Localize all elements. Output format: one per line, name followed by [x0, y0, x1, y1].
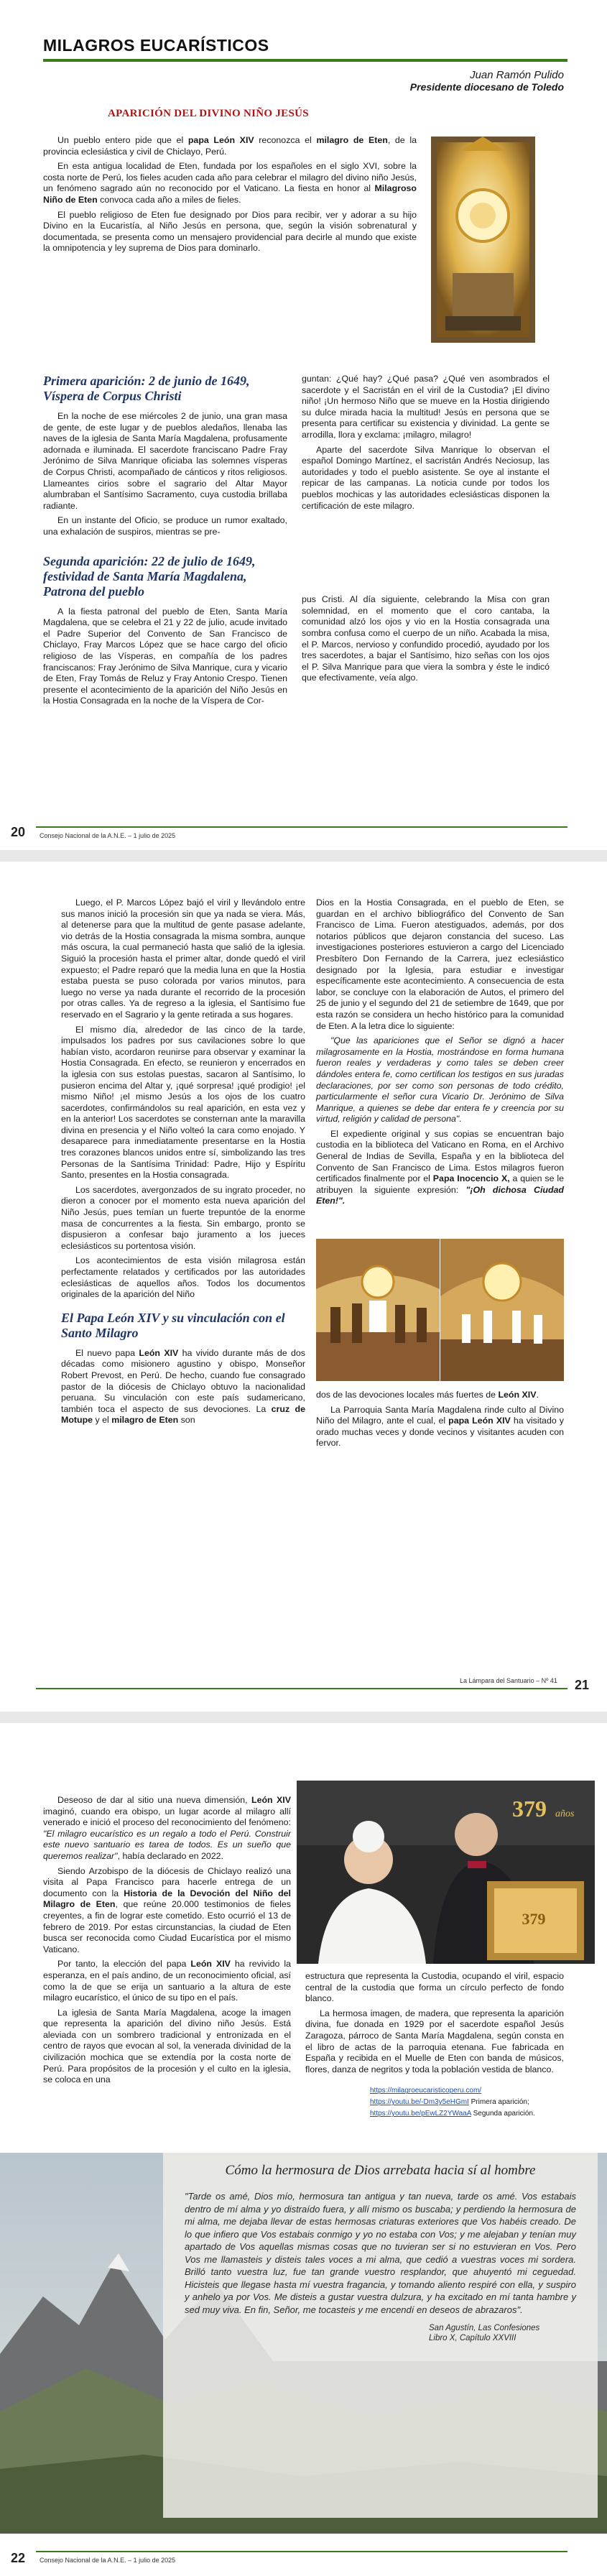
p2-paragraph-3: Los sacerdotes, avergonzados de su ingrato proceder, no dieron a conocer por el momento esta nueva aparición del Niño Jesús, pues temían un fuerte trepuntóe de la enorme masa de concurrentes a la fiesta. Sin embargo, pronto se dispusieron a confesar bajo juramento a los jueces eclesiásticos su portentosa visión.: [61, 1184, 305, 1251]
left-column-1: [43, 374, 287, 711]
links-block: https://milagroeucaristicoperu.com/ https://youtu.be/-Dm3y5eHGmI Primera aparición; https://youtu.be/pEwLZ2YWaaA Segunda aparición.: [370, 2087, 535, 2118]
segunda-continuation: pus Cristi. Al día siguiente, celebrando la Misa con gran solemnidad, en el momento que el coro cantaba, la comunidad alzó los ojos y vio en la Hostia consagrada una sombra confusa como el cuerpo de un niño. Acabada la misa, el P. Marcos, nervioso y confundido procedió, ayudado por los tres sacerdotes, a bajar el Santísimo, hizo señas con los ojos el P. Silva Manrique para que viera la sombra y éste le indicó que efectivamente, veía algo.: [302, 594, 550, 683]
intro-paragraph-1: Un pueblo entero pide que el papa León XIV reconozca el milagro de Eten, de la provincia eclesiástica y civil de Chiclayo, Perú.: [43, 135, 417, 157]
page-21: [0, 862, 607, 1712]
quote-panel: [163, 2153, 598, 2518]
p3-right-paragraph-2: La hermosa imagen, de madera, que representa la aparición divina, fue donada en 1929 por el sacerdote español Jesús Zaragoza, párroco de Santa María Magdalena, según consta en el libro de actas de la parroquia etenana. Fue fabricada en España y recibida en el Muelle de Eten con banda de músicos, flores, danza de negritos y toda la población vestida de blanco.: [305, 2008, 564, 2074]
p3-paragraph-3: Por tanto, la elección del papa León XIV ha revivido la esperanza, en el país andino, de un reconocimiento oficial, así como la de que se erija un santuario a la altura de este milagro eucarístico, el único de su tipo en el país.: [43, 1959, 291, 2003]
primera-paragraph-2: En un instante del Oficio, se produce un rumor exaltado, una exhalación de suspiros, mientras se pre-: [43, 515, 287, 537]
subheading-segunda-aparicion: Segunda aparición: 22 de julio de 1649, festividad de Santa María Magdalena, Patrona del pueblo: [43, 553, 256, 599]
p2-paragraph-2: El mismo día, alrededor de las cinco de la tarde, impulsados los padres por sus cavilaciones sobre lo que habían visto, acordaron reunirse para observar y examinar la Hostia Consagrada. En efecto, se reunieron y encerrados en la iglesia con sus estolas puestas, sacaron al Santísimo, lo pusieron encima del Altar y, ¡qué sorpresa! ¡qué prodigio! ¡el mismo Niño! ¡el mismo Jesús a los ojos de los cuatro sacerdotes, confirmándolos su real aparición, en esta vez y en la anterior! Los sacerdotes se consternan ante la maravilla divina en presencia y el Niño volteó la cara como enojado. Y desaparece para inmediatamente presentarse en la Hostia tres corazones blancos unidos entre sí, simbolizando las tres Personas de la Santísima Trinidad: Padre, Hijo y Espíritu Santo, presentes en la Hostia consagrada.: [61, 1024, 305, 1181]
photo-badge: 379: [512, 1796, 547, 1822]
section-header: MILAGROS EUCARÍSTICOS: [43, 36, 269, 55]
footer-rule: [36, 2551, 567, 2552]
left-column-2: [61, 897, 305, 1430]
p3-paragraph-2: Siendo Arzobispo de la diócesis de Chiclayo realizó una visita al Papa Francisco para hacerle entrega de un documento con la Historia de la Devoción del Niño del Milagro de Eten, que reúne 20.000 testimonios de fieles creyentes, a fin de lograr este cometido. Esto ocurrió el 13 de febrero de 2019. Por estas circunstancias, la ciudad de Eten busca ser reconocida como Ciudad Eucarística por el mismo Vaticano.: [43, 1865, 291, 1954]
altar-image: [431, 137, 535, 343]
article-title: APARICIÓN DEL DIVINO NIÑO JESÚS: [108, 108, 309, 119]
intro-paragraph-2: En esta antigua localidad de Eten, fundada por los españoles en el siglo XVI, sobre la costa norte de Perú, los fieles acuden cada año para celebrar el milagro del divino niño Jesús, un fenómeno sagrado aún no reconocido por el Vaticano. La fiesta en honor al Milagroso Niño de Eten convoca cada año a miles de fieles.: [43, 161, 417, 205]
right-column-1: [302, 374, 550, 688]
page-20: [0, 0, 607, 850]
intro-column: [43, 135, 417, 258]
primera-continuation: guntan: ¿Qué hay? ¿Qué pasa? ¿Qué ven asombrados el sacerdote y el Sacristán en el viril de la Custodia? ¡El divino niño! ¡Un hermoso Niño que se mueve en la Hostia dirigiendo su dulce mirada hacia la multitud! Jesús en persona que se presenta para certificar su existencia y divinidad. La gente se arrodilla, llora y exclama: ¡milagro, milagro!: [302, 374, 550, 440]
subheading-primera-aparicion: Primera aparición: 2 de junio de 1649, Víspera de Corpus Christi: [43, 374, 250, 403]
link-website[interactable]: https://milagroeucaristicoperu.com/: [370, 2087, 482, 2095]
p3-paragraph-4: La iglesia de Santa María Magdalena, acoge la imagen que representa la aparición del divino niño Jesús. Está aleviada con un sombrero tradicional y entronizada en el centro de rayos que evocan al sol, la venerada divinidad de la civilización mochica que se extendía por la costa norte de Perú. Para propósitos de la procesión y el culto en la iglesia, se coloca en una: [43, 2007, 291, 2085]
page-22: [0, 1723, 607, 2576]
footer-text: La Lámpara del Santuario – Nº 41: [460, 1677, 557, 1684]
svg-text:379: 379: [522, 1910, 546, 1928]
right-column-3: [305, 1971, 564, 2120]
procession-image-1: [316, 1239, 440, 1381]
procession-image-2: [440, 1239, 564, 1381]
author-block: [410, 69, 564, 93]
p3-paragraph-1: Deseoso de dar al sitio una nueva dimensión, León XIV imaginó, cuando era obispo, un lugar acorde al milagro allí venerado e inició el proceso del reconocimiento del fenómeno: "El milagro eucarístico es un regalo a todo el Perú. Construir este nuevo santuario es tarea de todos. Es un sueño que queremos realizar", había declarado en 2022.: [43, 1795, 291, 1861]
photo-badge-sub: años: [555, 1809, 575, 1819]
p2-right-paragraph-3: dos de las devociones locales más fuertes de León XIV.: [316, 1390, 539, 1400]
subheading-papa-leon: El Papa León XIV y su vinculación con el Santo Milagro: [61, 1310, 285, 1340]
page-number: 22: [11, 2551, 26, 2565]
p2-paragraph-1: Luego, el P. Marcos López bajó el viril y llevándolo entre sus manos inició la procesión sin que ya nada se viera. Más, al detenerse para que la multitud de gente pasase adelante, vio detrás de la Hostia consagrada la misma sombra, aunque más oscura, la cual permaneció hasta que salió de la iglesia. Siguió la procesión hasta el primer altar, donde quedó el viril expuesto; el Padre reparó que la media luna en que la Hostia estaba puesta se puso colorada por varios minutos, para luego no verse ya nada durante el recorrido de la procesión por otras calles. Ya de regreso a la iglesia, el Santísimo fue reservado en el Sagrario y la gente retirada a sus hogares.: [61, 897, 305, 1020]
footer-text: Consejo Nacional de la A.N.E. – 1 julio de 2025: [40, 832, 176, 839]
primera-paragraph-3: Aparte del sacerdote Silva Manrique lo observan el español Domingo Martínez, el sacristán Andrés Neciosup, las autoridades y todo el pueblo asistente. Se oye al instante el repicar de las campanas. La noticia cunde por todos los pueblos mochicas y las autoridades eclesiásticas disponen la certificación de este milagro.: [302, 444, 550, 511]
quote-text: "Tarde os amé, Dios mío, hermosura tan antigua y tan nueva, tarde os amé. Vos estabais dentro de mí alma y yo distraído fuera, y allí mismo os buscaba; y perdiendo la hermosura de mi alma, me dejaba llevar de estas hermosas criaturas exteriores que Vos habéis creado. De lo que infiero que Vos estabais conmigo y yo no estaba con Vos; y me alejaban y tenían muy apartado de Vos aquellas mismas cosas que no tuvieran ser si no estuvieran en Vos. Pero Vos me llamasteis y disteis tales voces a mi alma, que cedió a vuestras voces mi sordera. Brilló tanto vuestra luz, fue tan grande vuestro resplandor, que ahuyentó mi ceguedad. Hicisteis que llegase hasta mí vuestra fragancia, y tomando aliento respiré con ella, y suspiro y anhelo ya por Vos. Me disteis a gustar vuestra dulzura, y ha excitado en mí tanta hambre y sed muy viva. En fin, Señor, me tocasteis y me encendí en deseos de abrazaros".: [185, 2191, 576, 2315]
p2-right-paragraph-1: Dios en la Hostia Consagrada, en el pueblo de Eten, se guardan en el archivo bibliográfico del Convento de San Francisco de Lima. Fueron atestiguados, además, por dos notarios públicos que dejaron constancia del suceso. Las investigaciones posteriores estuvieron a cargo del Licenciado Presbítero Don Fernando de la Carrera, juez eclesiástico designado por la Iglesia, para estudiar e investigar específicamente este acontecimiento. A consecuencia de esta labor, se concluye con la elaboración de Autos, el primero del 25 de junio y el segundo del 21 de setiembre de 1649, que por esta razón se considera un hecho histórico para la comunidad de Eten. A la letra dice lo siguiente:: [316, 897, 564, 1031]
page-number: 21: [575, 1678, 590, 1692]
header-rule: [43, 59, 567, 62]
quote-title: Cómo la hermosura de Dios arrebata hacia sí al hombre: [225, 2163, 536, 2178]
right-column-2b: [316, 1390, 564, 1453]
footer-rule: [36, 1688, 567, 1689]
link-video-2[interactable]: https://youtu.be/pEwLZ2YWaaA: [370, 2110, 471, 2118]
primera-paragraph-1: En la noche de ese miércoles 2 de junio, una gran masa de gente, de este lugar y de pueblos aledaños, llenaba las naves de la iglesia de Santa María Magdalena, profusamente adornada e iluminada. El sacerdote franciscano Padre Fray Jerónimo de Silva Manrique oficiaba las solemnes vísperas de Corpus Christi, acompañado de cánticos y ritos religiosos. Llameantes cirios sobre el sagrario del Altar Mayor alumbraban el Santísimo Sacramento, cuya custodia brillaba radiante.: [43, 411, 287, 511]
p2-paragraph-4: Los acontecimientos de esta visión milagrosa están perfectamente relatados y certificados por las autoridades eclesiásticas de aquellos años. Todos los documentos originales de la aparición del Niño: [61, 1255, 305, 1300]
author-role: Presidente diocesano de Toledo: [409, 81, 564, 93]
left-column-3: [43, 1795, 291, 2090]
pope-photo: [297, 1781, 595, 1964]
p2-right-paragraph-4: La Parroquia Santa María Magdalena rinde culto al Divino Niño del Milagro, ante el cual, el papa León XIV ha visitado y orado muchas veces y donde vecinos y visitantes acuden con fervor.: [316, 1404, 564, 1449]
p2-paragraph-5: El nuevo papa León XIV ha vivido durante más de dos décadas como misionero agustino y obispo, Monseñor Robert Prevost, en Perú. De hecho, cuando fue consagrado pastor de la diócesis de Chiclayo obtuvo la nacionalidad peruana. Su vinculación con este país sudamericano, también toca el aspecto de sus devociones. La cruz de Motupe y el milagro de Eten son: [61, 1347, 306, 1426]
intro-paragraph-3: El pueblo religioso de Eten fue designado por Dios para recibir, ver y adorar a su hijo Divino en la Eucaristía, al Niño Jesús en persona, que, según la visión sobrenatural y documentada, se presenta como un mensajero providencial para decirle al mundo que existe la omnipotencia y ley suprema de Dios para dominarlo.: [43, 209, 417, 254]
segunda-paragraph-1: A la fiesta patronal del pueblo de Eten, Santa María Magdalena, que se celebra el 21 y 22 de julio, acude invitado el Padre Superior del Convento de San Francisco de Chiclayo, Fray Marcos López que se hace cargo del oficio religioso de las Vísperas, en compañía de los padres franciscanos: Fray Jerónimo de Silva Manrique, cura y vicario de Eten, Fray Tomás de Reluz y Fray Antonio Crespo. Tienen presente el acontecimiento de la aparición del Niño Jesús en la Hostia Consagrada en la noche de la Víspera de Cor-: [43, 606, 287, 706]
quote-source: San Agustín, Las Confesiones Libro X, Capítulo XXVIII: [429, 2324, 540, 2342]
right-column-2: [316, 897, 564, 1211]
footer-text: Consejo Nacional de la A.N.E. – 1 julio de 2025: [40, 2557, 176, 2564]
page-number: 20: [11, 825, 26, 839]
p2-right-paragraph-2: El expediente original y sus copias se encuentran bajo custodia en la biblioteca del Vaticano en Roma, en el Archivo General de Indias de Sevilla, España y en la biblioteca del Convento de San Francisco de Lima. Estos milagros fueron certificados finalmente por el Papa Inocencio X, a quien se le atribuyen la siguiente expresión: "¡Oh dichosa Ciudad Eten!".: [316, 1128, 565, 1206]
author-name: Juan Ramón Pulido: [470, 69, 564, 81]
link-video-1[interactable]: https://youtu.be/-Dm3y5eHGmI: [370, 2098, 469, 2107]
p2-quote: "Que las apariciones que el Señor se dignó a hacer milagrosamente en la Hostia, mostrándose en forma humana fueron reales y verdaderas y como tales se deben creer dándoles entera fe, como certifican los testigos en sus juradas declaraciones, por ser como son personas de todo crédito, particularmente el señor cura Vicario Dr. Jerónimo de Silva Manrique, a quienes se debe dar entera fe y creencia por su virtud, religión y calidad de persona".: [316, 1035, 564, 1125]
footer-rule: [36, 826, 567, 828]
p3-right-paragraph-1: estructura que representa la Custodia, ocupando el viril, espacio central de la custodia que forma un círculo perfecto de fondo blanco.: [305, 1971, 564, 2004]
